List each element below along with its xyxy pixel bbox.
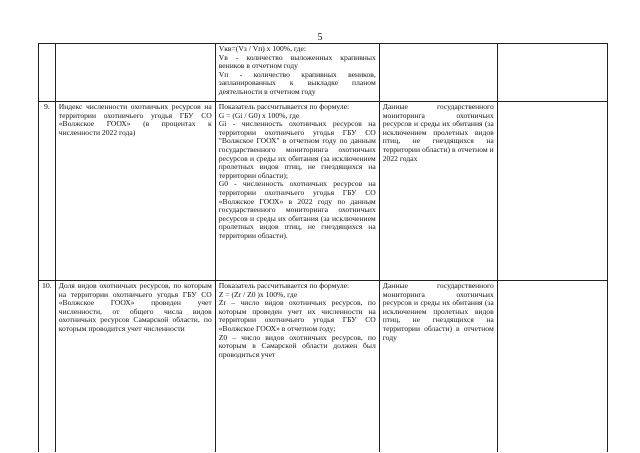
cell-name: Доля видов охотничьих ресурсов, по которым на территории охотничьего угодья ГБУ СО «Волжское ГООХ» проведен учет численности, от общего числа видов охотничьих ресурсов Самарской области, по которым проводится учет численности xyxy=(55,281,215,453)
method-line: G = (Gi / G0) х 100%, где xyxy=(218,110,300,120)
table-row-10 xyxy=(39,281,608,453)
cell-note xyxy=(497,102,607,281)
cell-name: Индекс численности охотничьих ресурсов на территории охотничьего угодья ГБУ СО «Волжское ГООХ» (в процентах к численности 2022 года) xyxy=(55,102,215,281)
cell-name xyxy=(55,44,215,102)
table-row-9 xyxy=(39,102,608,281)
cell-source xyxy=(379,44,497,102)
page-number: 5 xyxy=(317,32,323,43)
table-row-continuation xyxy=(39,44,608,102)
cell-source: Данные государственного мониторинга охотничьих ресурсов и среды их обитания (за исключением пролетных видов птиц, не гнездящихся на территории области) в отчетном году xyxy=(379,281,497,453)
cell-number: 9. xyxy=(39,102,56,281)
method-line: G0 - численность охотничьих ресурсов на территории охотничьего угодья ГБУ СО «Волжское ГООХ» в 2022 году по данным государственного мониторинга охотничьих ресурсов и среды их обитания (за исключением пролетных видов птиц, не гнездящихся на территории области). xyxy=(218,179,376,240)
indicators-table xyxy=(38,43,608,452)
method-line: Показатель рассчитывается по формуле: xyxy=(218,102,350,111)
cell-number xyxy=(39,44,56,102)
method-line: Z = (Zr / Z0 )х 100%, где xyxy=(218,289,298,299)
method-line: Vп - количество крапивных веников, запланированных к выкладке планом деятельности в отчетном году xyxy=(218,69,376,96)
method-line: Vкв=(Vз / Vп) х 100%, где: xyxy=(218,44,306,53)
cell-note xyxy=(497,44,607,102)
method-line: Gi - численность охотничьих ресурсов на территории охотничьего угодья ГБУ СО "Волжское ГООХ" в отчетном году по данным государственного мониторинга охотничьих ресурсов и среды их обитания (за исключением пролетных видов птиц, не гнездящихся на территории области); xyxy=(218,119,376,180)
method-line: Vв - количество выложенных крапивных веников в отчетном году xyxy=(218,52,376,71)
cell-number: 10. xyxy=(39,281,56,453)
cell-method xyxy=(215,102,379,281)
method-line: Z0 – число видов охотничьих ресурсов, по которым в Самарской области должен был проводиться учет xyxy=(218,332,376,359)
method-line: Zr – число видов охотничьих ресурсов, по которым проведен учет их численности на территории охотничьего угодья ГБУ СО «Волжское ГООХ» в отчетном году; xyxy=(218,298,376,333)
cell-note xyxy=(497,281,607,453)
method-line: Показатель рассчитывается по формуле: xyxy=(218,281,350,290)
cell-source: Данные государственного мониторинга охотничьих ресурсов и среды их обитания (за исключением пролетных видов птиц, не гнездящихся на территории области) в отчетном и 2022 годах xyxy=(379,102,497,281)
cell-method xyxy=(215,44,379,102)
cell-method xyxy=(215,281,379,453)
